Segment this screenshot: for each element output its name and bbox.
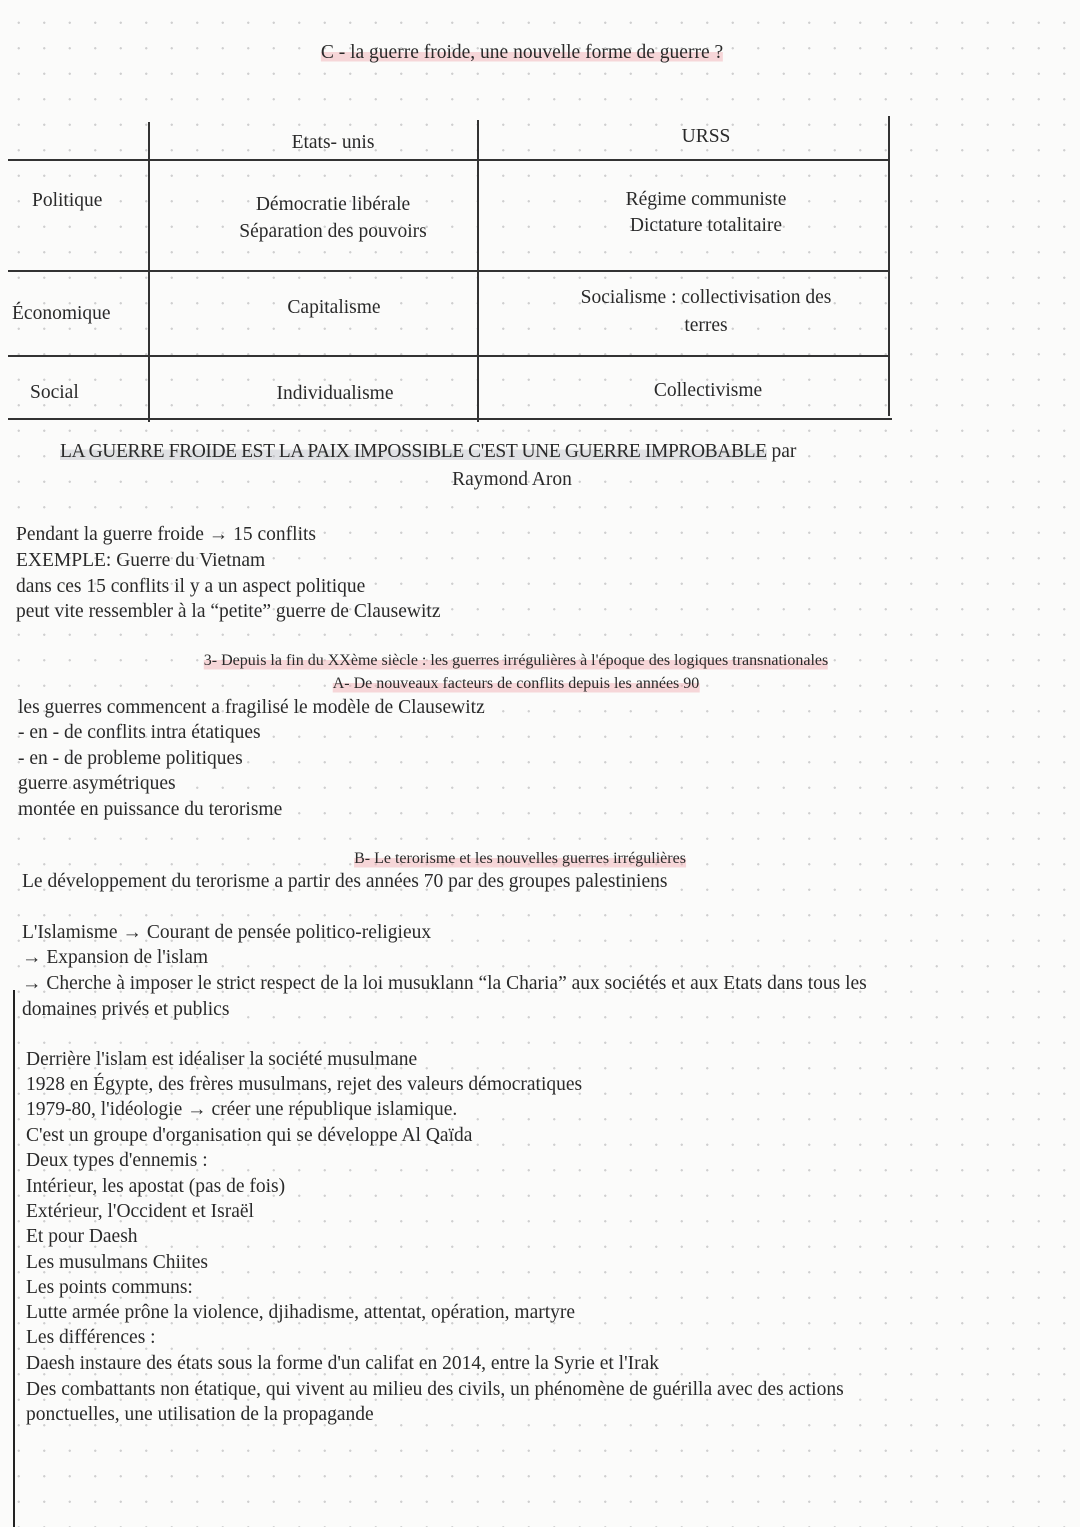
margin-line [13, 990, 15, 1527]
cell: Capitalisme [287, 297, 381, 318]
text-line: 1979-80, l'idéologie → créer une république islamique. [26, 1099, 458, 1120]
table-divider [8, 159, 890, 161]
text-line: Derrière l'islam est idéaliser la société musulmane [26, 1049, 418, 1070]
text-line: EXEMPLE: Guerre du Vietnam [16, 550, 266, 571]
table-divider [148, 122, 150, 422]
table-divider [888, 116, 890, 416]
quote-author: Raymond Aron [452, 469, 572, 490]
text-line: guerre asymétriques [18, 773, 176, 794]
text-line: ponctuelles, une utilisation de la propagande [26, 1404, 374, 1425]
page-title: C - la guerre froide, une nouvelle forme de guerre ? [320, 42, 724, 63]
text-line: 1928 en Égypte, des frères musulmans, rejet des valeurs démocratiques [26, 1074, 583, 1095]
text-line: - en - de conflits intra étatiques [18, 722, 261, 743]
text-line: dans ces 15 conflits il y a un aspect politique [16, 576, 366, 597]
text-line: → Cherche à imposer le strict respect de la loi musuklann “la Charia” aux sociétés et aux Etats dans tous les [22, 973, 867, 994]
text-line: C'est un groupe d'organisation qui se développe Al Qaïda [26, 1125, 473, 1146]
cell: terres [684, 315, 728, 336]
cell: Démocratie libérale [255, 194, 411, 215]
row-label: Social [30, 382, 79, 403]
cell: Régime communiste [625, 189, 787, 210]
text-line: Le développement du terorisme a partir des années 70 par des groupes palestiniens [22, 871, 668, 892]
section-heading-a: A- De nouveaux facteurs de conflits depuis les années 90 [333, 672, 700, 696]
cell: Séparation des pouvoirs [239, 221, 427, 242]
text-line: - en - de probleme politiques [18, 748, 243, 769]
header-usa: Etats- unis [291, 132, 375, 153]
text-line: Les différences : [26, 1327, 156, 1348]
text-line: Intérieur, les apostat (pas de fois) [26, 1176, 286, 1197]
text-line: montée en puissance du terorisme [18, 799, 283, 820]
table-divider [8, 270, 890, 272]
cell: Dictature totalitaire [629, 215, 783, 236]
text-line: Lutte armée prône la violence, djihadisme, attentat, opération, martyre [26, 1302, 576, 1323]
header-urss: URSS [681, 126, 731, 147]
text-line: Les points communs: [26, 1277, 193, 1298]
table-divider [8, 418, 892, 420]
cell: Collectivisme [653, 380, 763, 401]
section-heading-3: 3- Depuis la fin du XXème siècle : les guerres irrégulières à l'époque des logiques transnationales [204, 649, 828, 673]
text-line: L'Islamisme → Courant de pensée politico-religieux [22, 922, 432, 943]
row-label: Politique [32, 190, 103, 211]
text-line: peut vite ressembler à la “petite” guerre de Clausewitz [16, 601, 441, 622]
text-line: domaines privés et publics [22, 999, 230, 1020]
cell: Individualisme [276, 383, 394, 404]
quote [60, 440, 796, 464]
text-line: Daesh instaure des états sous la forme d'un califat en 2014, entre la Syrie et l'Irak [26, 1353, 659, 1374]
text-line: Deux types d'ennemis : [26, 1150, 208, 1171]
text-line: → Expansion de l'islam [22, 947, 209, 968]
text-line: Et pour Daesh [26, 1226, 138, 1247]
text-line: les guerres commencent a fragilisé le modèle de Clausewitz [18, 697, 485, 718]
text-line: Des combattants non étatique, qui vivent au milieu des civils, un phénomène de guérilla avec des actions [26, 1379, 844, 1400]
text-line: Les musulmans Chiites [26, 1252, 208, 1273]
quote-by: par [771, 441, 797, 462]
table-divider [8, 355, 890, 357]
row-label: Économique [12, 303, 111, 324]
text-line: Extérieur, l'Occident et Israël [26, 1201, 254, 1222]
section-heading-b: B- Le terorisme et les nouvelles guerres irrégulières [354, 847, 686, 871]
cell: Socialisme : collectivisation des [580, 287, 832, 308]
text-line: Pendant la guerre froide → 15 conflits [16, 524, 316, 545]
quote-text: LA GUERRE FROIDE EST LA PAIX IMPOSSIBLE C'EST UNE GUERRE IMPROBABLE [60, 441, 767, 462]
